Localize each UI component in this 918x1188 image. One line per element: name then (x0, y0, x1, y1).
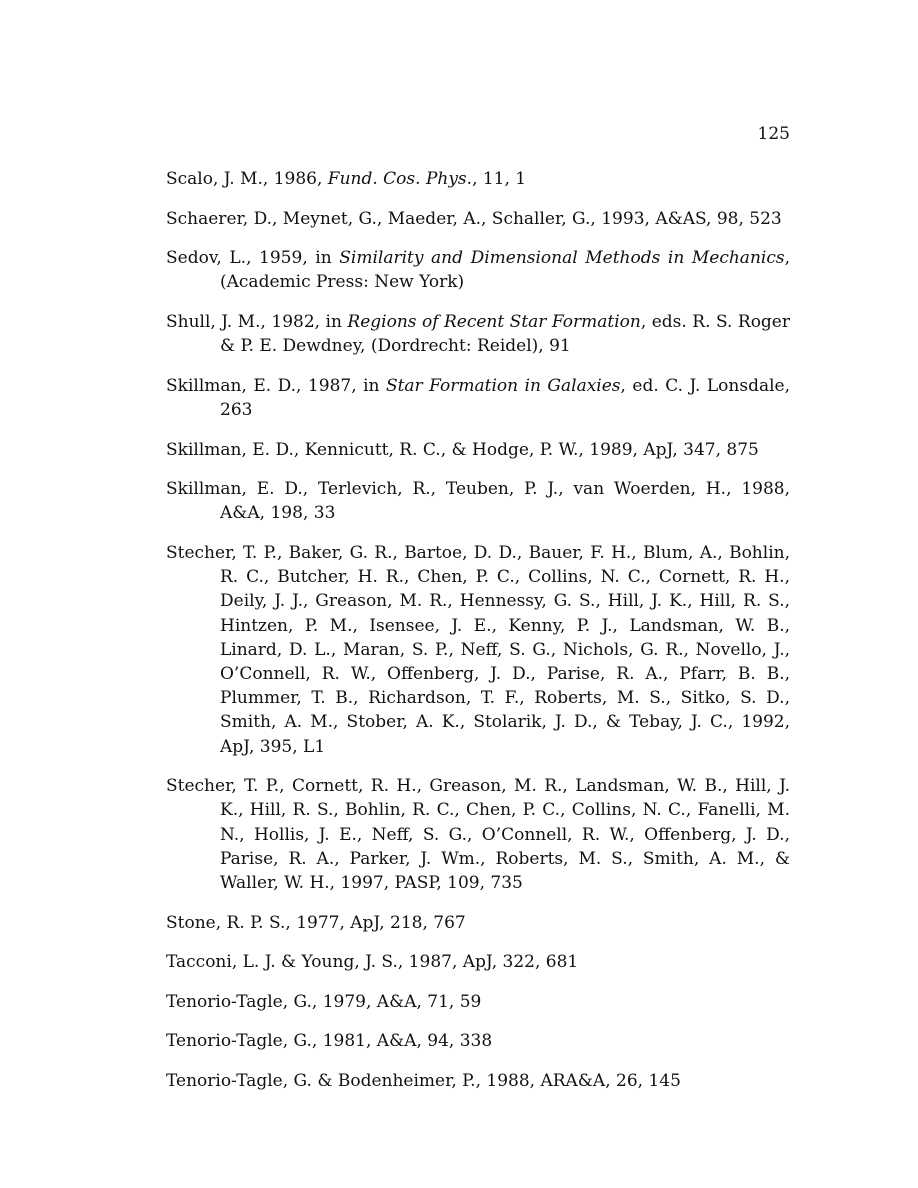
reference-text: Shull, J. M., 1982, in (166, 311, 348, 332)
reference-title: Star Formation in Galaxies (385, 375, 621, 396)
reference-text: , (Academic Press: New York) (220, 248, 790, 293)
reference-text: Tacconi, L. J. & Young, J. S., 1987, ApJ, 322, 681 (166, 952, 579, 973)
reference-title: Regions of Recent Star Formation (347, 311, 641, 332)
reference-item (166, 167, 790, 191)
reference-item (166, 207, 790, 231)
reference-text: Tenorio-Tagle, G. & Bodenheimer, P., 1988, ARA&A, 26, 145 (166, 1070, 681, 1091)
page-number: 125 (757, 124, 790, 144)
reference-item (166, 310, 790, 358)
reference-item (166, 774, 790, 895)
reference-text: Skillman, E. D., Kennicutt, R. C., & Hodge, P. W., 1989, ApJ, 347, 875 (166, 439, 759, 460)
reference-title: Fund. Cos. Phys. (327, 169, 473, 189)
reference-text: Tenorio-Tagle, G., 1979, A&A, 71, 59 (166, 991, 482, 1012)
reference-text: Stecher, T. P., Baker, G. R., Bartoe, D. D., Bauer, F. H., Blum, A., Bohlin, R. C., Butcher, H. R., Chen, P. C., Collins, N. C., Cornett, R. H., Deily, J. J., Greason, M. R., Hennessy, G. S., Hill, J. K., Hill, R. S., Hintzen, P. M., Isensee, J. E., Kenny, P. J., Landsman, W. B., Linard, D. L., Maran, S. P., Neff, S. G., Nichols, G. R., Novello, J., O’Connell, R. W., Offenberg, J. D., Parise, R. A., Pfarr, B. B., Plummer, T. B., Richardson, T. F., Roberts, M. S., Sitko, S. D., Smith, A. M., Stober, A. K., Stolarik, J. D., & Tebay, J. C., 1992, ApJ, 395, L1 (166, 542, 790, 757)
reference-item (166, 911, 790, 935)
reference-item (166, 950, 790, 974)
reference-text: Skillman, E. D., 1987, in (166, 375, 386, 396)
reference-item (166, 374, 790, 422)
reference-text: Skillman, E. D., Terlevich, R., Teuben, P. J., van Woerden, H., 1988, A&A, 198, 33 (166, 479, 790, 524)
reference-text: Sedov, L., 1959, in (166, 248, 340, 269)
reference-text: , ed. C. J. Lonsdale, 263 (220, 375, 790, 420)
reference-text: , 11, 1 (472, 169, 527, 189)
reference-text: Tenorio-Tagle, G., 1981, A&A, 94, 338 (166, 1031, 493, 1052)
reference-item (166, 477, 790, 525)
reference-text: , eds. R. S. Roger & P. E. Dewdney, (Dordrecht: Reidel), 91 (220, 311, 790, 357)
reference-item (166, 1029, 790, 1053)
reference-text: Stecher, T. P., Cornett, R. H., Greason, M. R., Landsman, W. B., Hill, J. K., Hill, R. S., Bohlin, R. C., Chen, P. C., Collins, N. C., Fanelli, M. N., Hollis, J. E., Neff, S. G., O’Connell, R. W., Offenberg, J. D., Parise, R. A., Parker, J. Wm., Roberts, M. S., Smith, A. M., & Waller, W. H., 1997, PASP, 109, 735 (166, 776, 790, 893)
reference-item (166, 1069, 790, 1093)
reference-item (166, 541, 790, 759)
reference-list (166, 167, 790, 1109)
reference-item (166, 990, 790, 1014)
reference-text: Schaerer, D., Meynet, G., Maeder, A., Schaller, G., 1993, A&AS, 98, 523 (166, 208, 782, 229)
reference-text: Stone, R. P. S., 1977, ApJ, 218, 767 (166, 912, 466, 933)
reference-text: Scalo, J. M., 1986, (166, 169, 328, 189)
reference-item (166, 438, 790, 462)
reference-item (166, 246, 790, 294)
reference-title: Similarity and Dimensional Methods in Mechanics (339, 248, 785, 269)
